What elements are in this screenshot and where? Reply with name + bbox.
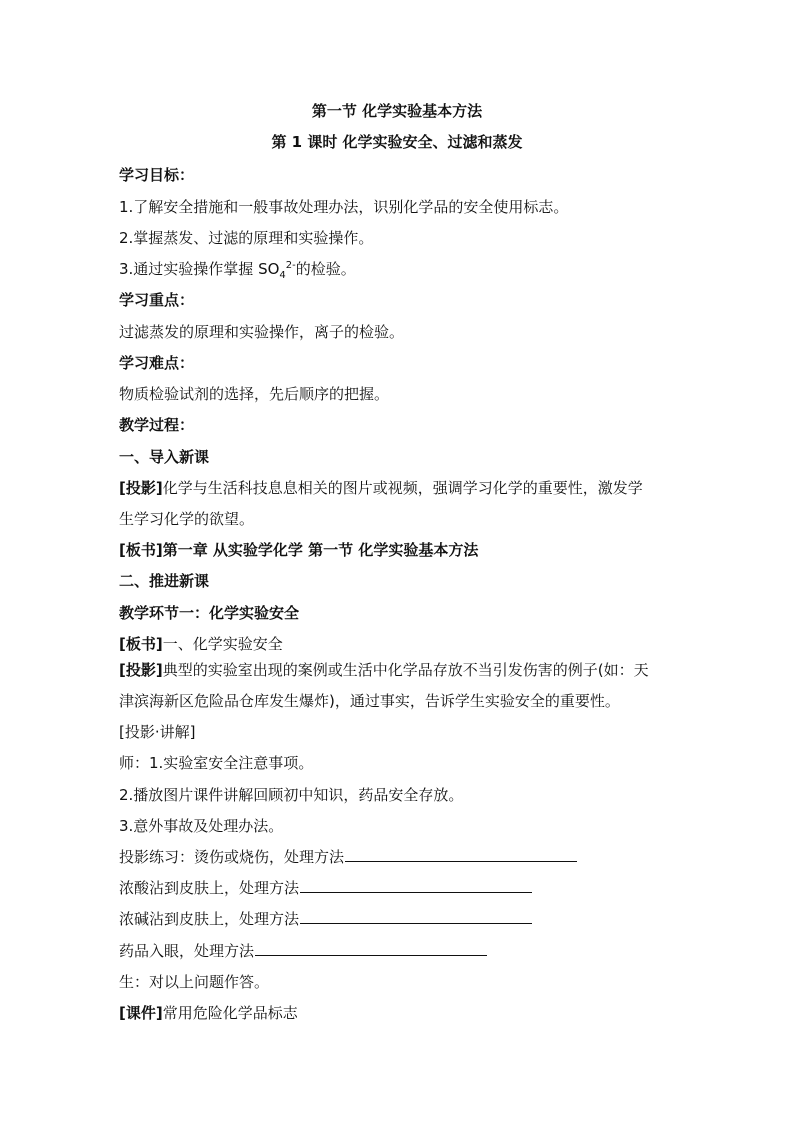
difficulty-heading: 学习难点：: [119, 354, 195, 372]
board-2: [119, 633, 689, 654]
projection-tag: [投影]: [119, 479, 163, 497]
exercise-3: [119, 908, 689, 929]
objective-3-subscript: 4: [279, 270, 286, 281]
projection-2-line-2: 津滨海新区危险品仓库发生爆炸)，通过事实，告诉学生实验安全的重要性。: [119, 692, 620, 710]
objective-3-tail: 的检验。: [295, 260, 356, 278]
exercise-2: [119, 877, 689, 898]
exercise-4-text: 药品入眼，处理方法: [119, 942, 255, 960]
keypoints-heading: 学习重点：: [119, 291, 195, 309]
projection-1-line-1: [119, 477, 689, 498]
projection-1-line-2: 生学习化学的欲望。: [119, 510, 255, 528]
student-response: 生：对以上问题作答。: [119, 973, 270, 991]
exercise-1: [119, 846, 689, 867]
page-title: 第一节 化学实验基本方法: [311, 102, 483, 120]
section-intro-heading: 一、导入新课: [119, 448, 210, 466]
board-1: [板书]第一章 从实验学化学 第一节 化学实验基本方法: [119, 541, 479, 559]
step-1-heading: 教学环节一：化学实验安全: [119, 604, 300, 622]
exercise-3-text: 浓碱沾到皮肤上，处理方法: [119, 910, 300, 928]
teacher-item-2: 2.播放图片课件讲解回顾初中知识，药品安全存放。: [119, 786, 464, 804]
process-heading: 教学过程：: [119, 416, 195, 434]
answer-blank: [300, 878, 532, 893]
objective-1: 1.了解安全措施和一般事故处理办法，识别化学品的安全使用标志。: [119, 198, 569, 216]
answer-blank: [300, 909, 532, 924]
objectives-heading: 学习目标：: [119, 166, 195, 184]
teacher-item-3: 3.意外事故及处理办法。: [119, 817, 284, 835]
teacher-item-1: 师：1.实验室安全注意事项。: [119, 754, 314, 772]
exercise-2-text: 浓酸沾到皮肤上，处理方法: [119, 879, 300, 897]
answer-blank: [255, 941, 487, 956]
courseware-text: 常用危险化学品标志: [162, 1004, 298, 1022]
difficulty-text: 物质检验试剂的选择，先后顺序的把握。: [119, 385, 390, 403]
projection-2-line-1: [119, 659, 689, 680]
exercise-1-text: 投影练习：烫伤或烧伤，处理方法: [119, 848, 345, 866]
keypoints-text: 过滤蒸发的原理和实验操作，离子的检验。: [119, 323, 405, 341]
answer-blank: [345, 847, 577, 862]
board-2-text: 一、化学实验安全: [162, 635, 283, 653]
courseware-line: [119, 1002, 689, 1023]
section-advance-heading: 二、推进新课: [119, 572, 210, 590]
page-subtitle: 第 1 课时 化学实验安全、过滤和蒸发: [271, 133, 523, 151]
projection-tag: [投影]: [119, 661, 163, 679]
projection-1-text: 化学与生活科技息息相关的图片或视频，强调学习化学的重要性，激发学: [162, 479, 643, 497]
projection-2-text: 典型的实验室出现的案例或生活中化学品存放不当引发伤害的例子(如：天: [162, 661, 649, 679]
courseware-tag: [课件]: [119, 1004, 163, 1022]
objective-2: 2.掌握蒸发、过滤的原理和实验操作。: [119, 229, 374, 247]
board-tag: [板书]: [119, 635, 163, 653]
objective-3-superscript: 2-: [285, 260, 296, 271]
projection-explain-tag: [投影·讲解]: [119, 723, 196, 741]
exercise-4: [119, 940, 689, 961]
objective-3: [119, 258, 689, 281]
objective-3-text: 3.通过实验操作掌握 SO: [119, 260, 280, 278]
